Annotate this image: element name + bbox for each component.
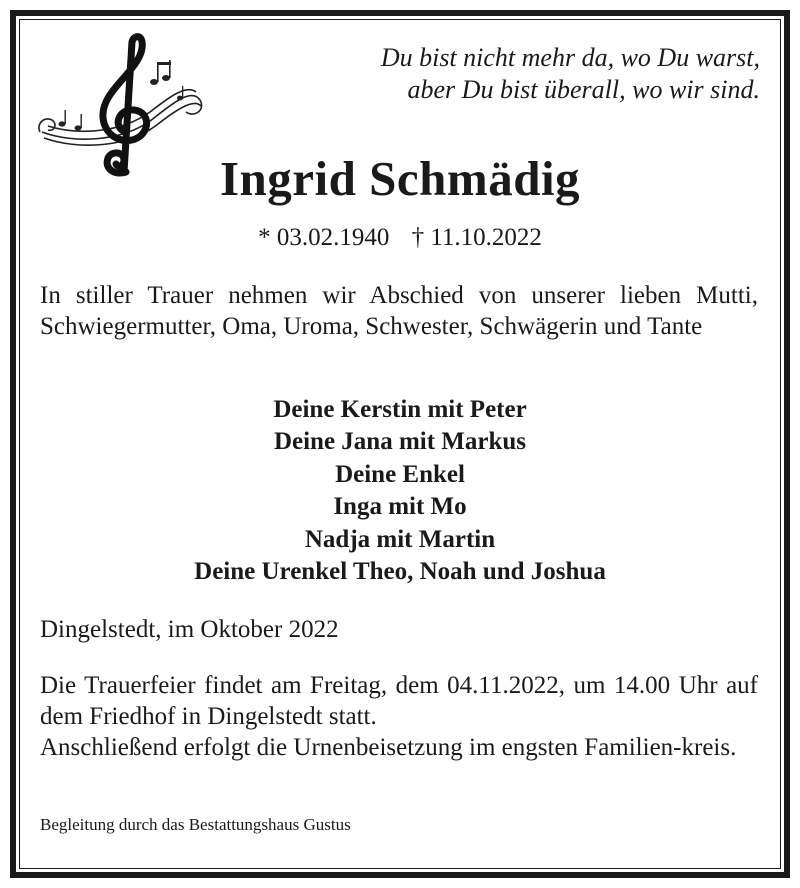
mourners-list xyxy=(0,394,800,588)
life-dates xyxy=(0,224,800,252)
funeral-service-info xyxy=(40,670,758,763)
mourner-line: Deine Enkel xyxy=(335,460,465,488)
urn-burial-details: Anschließend erfolgt die Urnenbeisetzung im engsten Familien-kreis. xyxy=(40,734,737,761)
birth-date: * 03.02.1940 xyxy=(258,224,390,251)
mourner-line: Deine Kerstin mit Peter xyxy=(273,396,527,423)
announcement-text: In stiller Trauer nehmen wir Abschied von unserer lieben Mutti, Schwiegermutter, Oma, Uroma, Schwester, Schwägerin und Tante xyxy=(40,282,758,340)
place-and-date: Dingelstedt, im Oktober 2022 xyxy=(40,616,339,643)
mourner-line: Nadja mit Martin xyxy=(304,525,496,553)
service-details: Die Trauerfeier findet am Freitag, dem 04.11.2022, um 14.00 Uhr auf dem Friedhof in Dingelstedt statt. xyxy=(40,672,758,730)
mourner-line: Deine Urenkel Theo, Noah und Joshua xyxy=(194,558,606,586)
deceased-name: Ingrid Schmädig xyxy=(219,151,581,206)
undertaker-credit: Begleitung durch das Bestattungshaus Gustus xyxy=(40,815,351,834)
death-date: † 11.10.2022 xyxy=(411,224,542,251)
mourner-line: Inga mit Mo xyxy=(333,493,467,521)
motto-line-1: Du bist nicht mehr da, wo Du warst, xyxy=(380,43,760,72)
mourner-line: Deine Jana mit Markus xyxy=(273,428,527,456)
motto-line-2: aber Du bist überall, wo wir sind. xyxy=(407,75,760,104)
motto-quote xyxy=(381,42,760,106)
